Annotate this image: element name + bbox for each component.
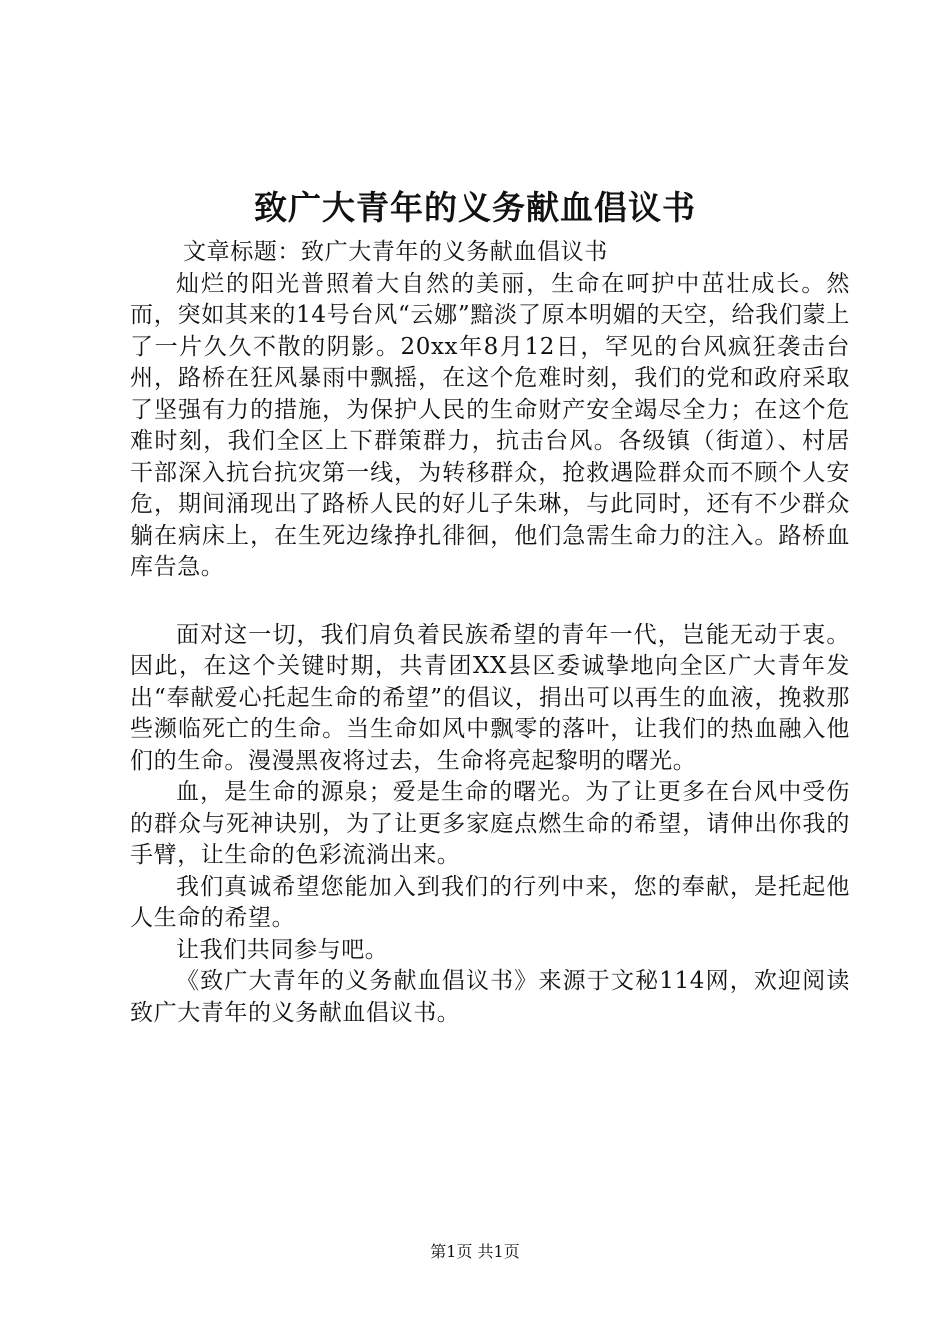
body-paragraph-2: 面对这一切，我们肩负着民族希望的青年一代，岂能无动于衷。因此，在这个关键时期，共青团XX县区委诚挚地向全区广大青年发出“奉献爱心托起生命的希望”的倡议，捐出可以再生的血液，挽救那些濒临死亡的生命。当生命如风中飘零的落叶，让我们的热血融入他们的生命。漫漫黑夜将过去，生命将亮起黎明的曙光。 — [130, 621, 850, 774]
source-note-paragraph: 《致广大青年的义务献血倡议书》来源于文秘114网，欢迎阅读致广大青年的义务献血倡议书。 — [130, 968, 850, 1026]
body-paragraph-4: 我们真诚希望您能加入到我们的行列中来，您的奉献，是托起他人生命的希望。 — [130, 873, 850, 931]
body-paragraph-1: 灿烂的阳光普照着大自然的美丽，生命在呵护中茁壮成长。然而，突如其来的14号台风“云娜”黯淡了原本明媚的天空，给我们蒙上了一片久久不散的阴影。20xx年8月12日，罕见的台风疯狂袭击台州，路桥在狂风暴雨中飘摇，在这个危难时刻，我们的党和政府采取了坚强有力的措施，为保护人民的生命财产安全竭尽全力；在这个危难时刻，我们全区上下群策群力，抗击台风。各级镇（街道）、村居干部深入抗台抗灾第一线，为转移群众，抢救遇险群众而不顾个人安危，期间涌现出了路桥人民的好儿子朱琳，与此同时，还有不少群众躺在病床上，在生死边缘挣扎徘徊，他们急需生命力的注入。路桥血库告急。 — [130, 270, 850, 580]
article-title-line: 文章标题：致广大青年的义务献血倡议书 — [183, 239, 608, 265]
body-paragraph-5: 让我们共同参与吧。 — [176, 936, 389, 963]
body-paragraph-3: 血，是生命的源泉；爱是生命的曙光。为了让更多在台风中受伤的群众与死神诀别，为了让更多家庭点燃生命的希望，请伸出你我的手臂，让生命的色彩流淌出来。 — [130, 779, 850, 868]
document-body — [130, 237, 850, 1029]
page-number-footer: 第1页 共1页 — [430, 1242, 520, 1261]
document-title: 致广大青年的义务献血倡议书 — [254, 188, 696, 227]
